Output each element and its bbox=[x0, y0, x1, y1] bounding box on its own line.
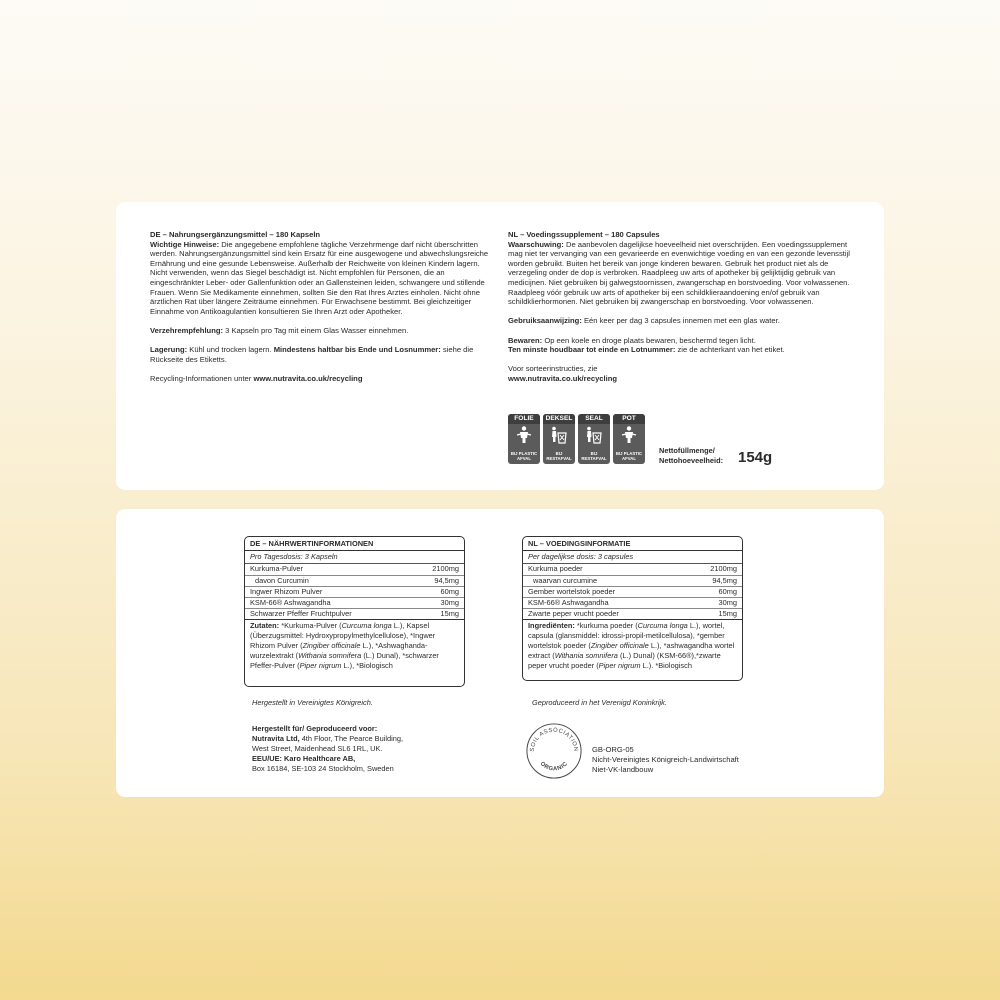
svg-text:ORGANIC bbox=[539, 761, 570, 773]
ingredient-text: *kurkuma poeder ( bbox=[574, 621, 638, 631]
latin-name: Piper nigrum bbox=[598, 661, 641, 671]
de-nutrition-table bbox=[244, 536, 465, 687]
de-heading: DE – Nahrungsergänzungsmittel – 180 Kapseln bbox=[150, 230, 321, 239]
table-row: Zwarte peper vrucht poeder 15mg bbox=[523, 609, 742, 620]
de-ingredients: Zutaten: *Kurkuma-Pulver (Curcuma longa L.), Kapsel (Überzugsmittel: Hydroxypropylmethylcellulose), *Ingwer Rhizom Pulver (Zingiber officinale L.), *Ashwaghanda-wurzelextrakt (Withania somnifera (L.) Dunal), *schwarzer Pfeffer-Pulver (Piper nigrum L.), *Biologisch bbox=[250, 621, 439, 671]
ingredient-text: L.), Kapsel (Überzugsmittel: Hydroxypropylmethylcellulose), *Ingwer Rhizom Pulver ( bbox=[250, 621, 436, 651]
ingredient-text: L.), *Biologisch bbox=[341, 661, 393, 671]
table-row: waarvan curcumine 94,5mg bbox=[523, 576, 742, 587]
table-row: Kurkuma poeder 2100mg bbox=[523, 564, 742, 575]
top-label-panel bbox=[116, 202, 884, 490]
de-info-column bbox=[150, 230, 490, 384]
ingredient-text: *Kurkuma-Pulver ( bbox=[279, 621, 342, 631]
bottom-label-panel bbox=[116, 509, 884, 797]
soil-logo-bottom-text: ORGANIC bbox=[538, 760, 570, 773]
bin-icon bbox=[584, 425, 604, 445]
soil-association-organic-logo bbox=[525, 722, 583, 780]
cert-line-1: Nicht-Vereinigtes Königreich-Landwirtschaft bbox=[592, 754, 739, 764]
nl-warning: Waarschuwing: De aanbevolen dagelijkse hoeveelheid niet overschrijden. Een voedingssupplement mag niet ter vervanging van een gevarieerde en evenwichtige voeding en van een gezonde levensstijl worden gebruikt. Buiten het bereik van jonge kinderen bewaren. Gebruik het product niet als de verzegeling onder de dop is verbroken. Raadpleeg uw arts of apotheker bij gelijktijdig gebruik van medicijnen. Niet gebruiken bij galwegstoornissen, zwangerschap en borstvoeding. Voor volwassenen. Raadpleeg vóór gebruik uw arts of apotheker bij een schildklieraandoening en/of gebruik van schildklierhormonen. Niet gebruiken bij zwangerschap en borstvoeding. Voor volwassenen. bbox=[508, 239, 850, 307]
nl-storage: Bewaren: Op een koele en droge plaats bewaren, beschermd tegen licht. Ten minste houdbaar tot einde en Lotnummer: zie de achterkant van het etiket. bbox=[508, 335, 785, 355]
de-dose: Verzehrempfehlung: 3 Kapseln pro Tag mit einem Glas Wasser einnehmen. bbox=[150, 325, 409, 335]
nl-made-in: Geproduceerd in het Verenigd Koninkrijk. bbox=[532, 698, 667, 707]
latin-name: Zingiber officinale bbox=[302, 641, 361, 651]
cert-line-2: Niet-VK-landbouw bbox=[592, 764, 654, 774]
nl-table-subheading: Per dagelijkse dosis: 3 capsules bbox=[523, 551, 742, 564]
latin-name: Curcuma longa bbox=[341, 621, 392, 631]
recycle-pot-icon: POT BIJ PLASTIC AFVAL bbox=[613, 414, 645, 464]
nl-ingredients: Ingrediënten: *kurkuma poeder (Curcuma longa L.), wortel, capsula (glansmiddel: idrossi-propil-metilcellulosa), *gember wortelstok poeder (Zingiber officinale L.), *ashwagandha wortel extract (Withania somnifera (L.) Dunal) (KSM-66®),*zwarte peper vrucht poeder (Piper nigrum L.). *Biologisch bbox=[528, 621, 735, 671]
table-row: Ingwer Rhizom Pulver 60mg bbox=[245, 587, 464, 598]
table-row: Gember wortelstok poeder 60mg bbox=[523, 587, 742, 598]
organic-certification bbox=[592, 745, 822, 774]
person-bin-icon bbox=[619, 425, 639, 445]
nl-heading: NL – Voedingssupplement – 180 Capsules bbox=[508, 230, 660, 239]
nl-table-heading: NL – VOEDINGSINFORMATIE bbox=[523, 537, 742, 551]
eu-address: Box 16184, SE-103 24 Stockholm, Sweden bbox=[252, 764, 394, 773]
table-row: KSM-66® Ashwagandha 30mg bbox=[523, 598, 742, 609]
de-made-in: Hergestellt in Vereinigtes Königreich. bbox=[252, 698, 373, 707]
latin-name: Piper nigrum bbox=[299, 661, 342, 671]
table-row: Kurkuma-Pulver 2100mg bbox=[245, 564, 464, 575]
recycle-deksel-icon: DEKSEL BIJ RESTAFVAL bbox=[543, 414, 575, 464]
maker-label: Hergestellt für/ Geproduceerd voor: bbox=[252, 724, 378, 733]
person-bin-icon bbox=[514, 425, 534, 445]
cert-code: GB-ORG-05 bbox=[592, 745, 634, 754]
svg-text:SOIL ASSOCIATION bbox=[530, 728, 579, 753]
soil-logo-top-text: SOIL ASSOCIATION bbox=[529, 727, 579, 753]
de-storage: Lagerung: Kühl und trocken lagern. Mindestens haltbar bis Ende und Losnummer: siehe die Rückseite des Etiketts. bbox=[150, 345, 474, 364]
net-weight: 154g bbox=[738, 449, 773, 466]
latin-name: Curcuma longa bbox=[637, 621, 688, 631]
ingredient-text: (L.) Dunal) (KSM-66®),*zwarte peper vrucht poeder ( bbox=[528, 651, 721, 671]
maker-address: Nutravita Ltd, 4th Floor, The Pearce Building, bbox=[252, 734, 404, 743]
nl-sort-link[interactable]: www.nutravita.co.uk/recycling bbox=[508, 373, 618, 383]
de-table-subheading: Pro Tagesdosis: 3 Kapseln bbox=[245, 551, 464, 564]
recycle-folie-icon: FOLIE BIJ PLASTIC AFVAL bbox=[508, 414, 540, 464]
nl-info-column bbox=[508, 230, 853, 384]
bin-icon bbox=[549, 425, 569, 445]
latin-name: Withania somnifera bbox=[554, 651, 618, 661]
latin-name: Withania somnifera bbox=[298, 651, 362, 661]
manufacturer-info bbox=[252, 724, 482, 774]
net-quantity-label: Nettofüllmenge/ Nettohoeveelheid: bbox=[659, 446, 724, 465]
recycle-seal-icon: SEAL BIJ RESTAFVAL bbox=[578, 414, 610, 464]
ingredient-text: L.), *Ashwaghanda-wurzelextrakt ( bbox=[250, 641, 428, 661]
table-row: KSM-66® Ashwagandha 30mg bbox=[245, 598, 464, 609]
de-recycling-link[interactable]: www.nutravita.co.uk/recycling bbox=[253, 373, 363, 383]
ingredient-text: (L.) Dunal), *schwarzer Pfeffer-Pulver ( bbox=[250, 651, 439, 671]
recycling-icons bbox=[508, 414, 648, 466]
ingredient-text: L.), *ashwagandha wortel extract ( bbox=[528, 641, 735, 661]
nl-usage: Gebruiksaanwijzing: Eén keer per dag 3 capsules innemen met een glas water. bbox=[508, 316, 780, 326]
nl-sort-text: Voor sorteerinstructies, zie bbox=[508, 364, 598, 374]
de-warning: Wichtige Hinweise: Die angegebene empfohlene tägliche Verzehrmenge darf nicht überschritten werden. Nahrungsergänzungsmittel sind kein Ersatz für eine ausgewogene und abwechslungsreiche Ernährung und eine gesunde Lebensweise. Außerhalb der Reichweite von kleinen Kindern lagern. Nicht verwenden, wenn das Siegel beschädigt ist. Nicht empfohlen für Personen, die an eingeschränkter Leber- oder Gallenfunktion oder an Gallensteinen leiden, schwangere und stillende Frauen. Wenn Sie Medikamente einnehmen, sollten Sie den Rat Ihres Arztes einholen. Nicht ohne ärztlichen Rat über längere Zeiträume einnehmen. Für Erwachsene bestimmt. Bei gleichzeitiger Einnahme von Antikoagulantien konsultieren Sie Ihren Arzt oder Apotheker. bbox=[150, 239, 489, 316]
latin-name: Zingiber officinale bbox=[590, 641, 649, 651]
maker-address-2: West Street, Maidenhead SL6 1RL, UK. bbox=[252, 744, 383, 753]
ingredient-text: L.), wortel, capsula (glansmiddel: idrossi-propil-metilcellulosa), *gember wortelstok poeder ( bbox=[528, 621, 725, 651]
eu-label: EEU/UE: Karo Healthcare AB, bbox=[252, 754, 356, 763]
table-row: davon Curcumin 94,5mg bbox=[245, 576, 464, 587]
de-recycling: Recycling-Informationen unter www.nutravita.co.uk/recycling bbox=[150, 373, 363, 383]
table-row: Schwarzer Pfeffer Fruchtpulver 15mg bbox=[245, 609, 464, 620]
nl-nutrition-table bbox=[522, 536, 743, 681]
ingredient-text: L.). *Biologisch bbox=[640, 661, 692, 671]
de-table-heading: DE – NÄHRWERTINFORMATIONEN bbox=[245, 537, 464, 551]
